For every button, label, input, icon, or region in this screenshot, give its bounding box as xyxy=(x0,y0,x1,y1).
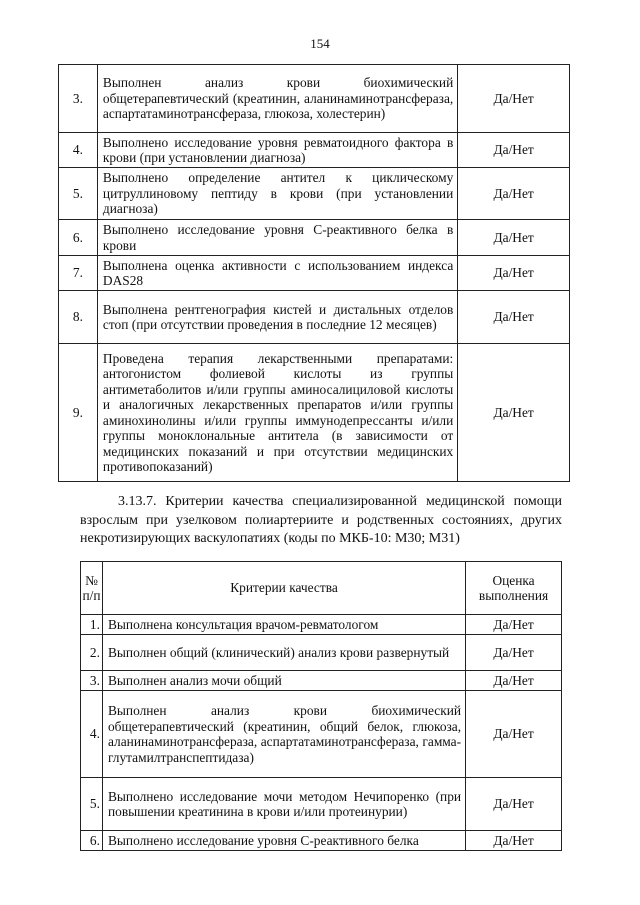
criterion-text: Выполнено определение антител к циклическому цитруллиновому пептиду в крови (при установлении диагноза) xyxy=(97,168,457,220)
row-number: 6. xyxy=(59,220,98,256)
table-row xyxy=(81,778,562,831)
assessment-value: Да/Нет xyxy=(458,220,570,256)
table-row xyxy=(81,615,562,635)
row-number: 2. xyxy=(81,635,103,671)
assessment-value: Да/Нет xyxy=(466,671,562,691)
table-row xyxy=(59,65,570,133)
criterion-text: Выполнена консультация врачом-ревматологом xyxy=(102,615,465,635)
row-number: 3. xyxy=(81,671,103,691)
assessment-value: Да/Нет xyxy=(458,256,570,291)
table-header-row xyxy=(81,562,562,615)
row-number: 3. xyxy=(59,65,98,133)
criterion-text: Выполнено исследование мочи методом Нечипоренко (при повышении креатинина в крови и/или протеинурии) xyxy=(102,778,465,831)
table-row xyxy=(81,635,562,671)
assessment-value: Да/Нет xyxy=(458,291,570,344)
row-number: 9. xyxy=(59,344,98,482)
row-number: 7. xyxy=(59,256,98,291)
table-row xyxy=(59,256,570,291)
page-number: 154 xyxy=(310,36,330,51)
assessment-value: Да/Нет xyxy=(466,831,562,851)
table-row xyxy=(59,133,570,168)
assessment-value: Да/Нет xyxy=(458,168,570,220)
row-number: 4. xyxy=(59,133,98,168)
criterion-text: Выполнен анализ крови биохимический общетерапевтический (креатинин, аланинаминотрансфераза, аспартатаминотрансфераза, глюкоза, холестерин) xyxy=(97,65,457,133)
criterion-text: Проведена терапия лекарственными препаратами: антогонистом фолиевой кислоты из группы антиметаболитов и/или группы аминосалициловой кислоты и аналогичных лекарственных препаратов и/или группы аминохинолины и/или группы иммунодепрессанты и/или группы моноклональные антитела (в зависимости от медицинских показаний и при отсутствии медицинских противопоказаний) xyxy=(97,344,457,482)
criterion-text: Выполнен анализ мочи общий xyxy=(102,671,465,691)
criterion-text: Выполнен анализ крови биохимический общетерапевтический (креатинин, общий белок, глюкоза, аланинаминотрансфераза, аспартатаминотрансфераза, гамма-глутамилтранспептидаза) xyxy=(102,691,465,778)
criterion-text: Выполнен общий (клинический) анализ крови развернутый xyxy=(102,635,465,671)
row-number: 6. xyxy=(81,831,103,851)
criterion-text: Выполнено исследование уровня С-реактивного белка xyxy=(102,831,465,851)
assessment-value: Да/Нет xyxy=(466,635,562,671)
table-row xyxy=(81,691,562,778)
table-row xyxy=(59,168,570,220)
criteria-table-3-13-7 xyxy=(80,561,562,851)
row-number: 5. xyxy=(59,168,98,220)
table-row xyxy=(59,220,570,256)
header-number: № п/п xyxy=(81,562,103,615)
table-row xyxy=(81,831,562,851)
header-criterion: Критерии качества xyxy=(102,562,465,615)
assessment-value: Да/Нет xyxy=(466,691,562,778)
section-heading-3-13-7: 3.13.7. Критерии качества специализированной медицинской помощи взрослым при узелковом полиартериите и родственных состояниях, других некротизирующих васкулопатиях (коды по МКБ-10: М30; М31) xyxy=(80,494,562,546)
row-number: 1. xyxy=(81,615,103,635)
criterion-text: Выполнено исследование уровня С-реактивного белка в крови xyxy=(97,220,457,256)
assessment-value: Да/Нет xyxy=(458,344,570,482)
table-row xyxy=(59,344,570,482)
row-number: 4. xyxy=(81,691,103,778)
assessment-value: Да/Нет xyxy=(458,133,570,168)
row-number: 5. xyxy=(81,778,103,831)
criterion-text: Выполнена оценка активности с использованием индекса DAS28 xyxy=(97,256,457,291)
criteria-table-continued xyxy=(58,64,570,482)
assessment-value: Да/Нет xyxy=(466,778,562,831)
table-row xyxy=(81,671,562,691)
assessment-value: Да/Нет xyxy=(466,615,562,635)
row-number: 8. xyxy=(59,291,98,344)
assessment-value: Да/Нет xyxy=(458,65,570,133)
table-row xyxy=(59,291,570,344)
criterion-text: Выполнена рентгенография кистей и дистальных отделов стоп (при отсутствии проведения в последние 12 месяцев) xyxy=(97,291,457,344)
header-assessment: Оценка выполнения xyxy=(466,562,562,615)
criterion-text: Выполнено исследование уровня ревматоидного фактора в крови (при установлении диагноза) xyxy=(97,133,457,168)
